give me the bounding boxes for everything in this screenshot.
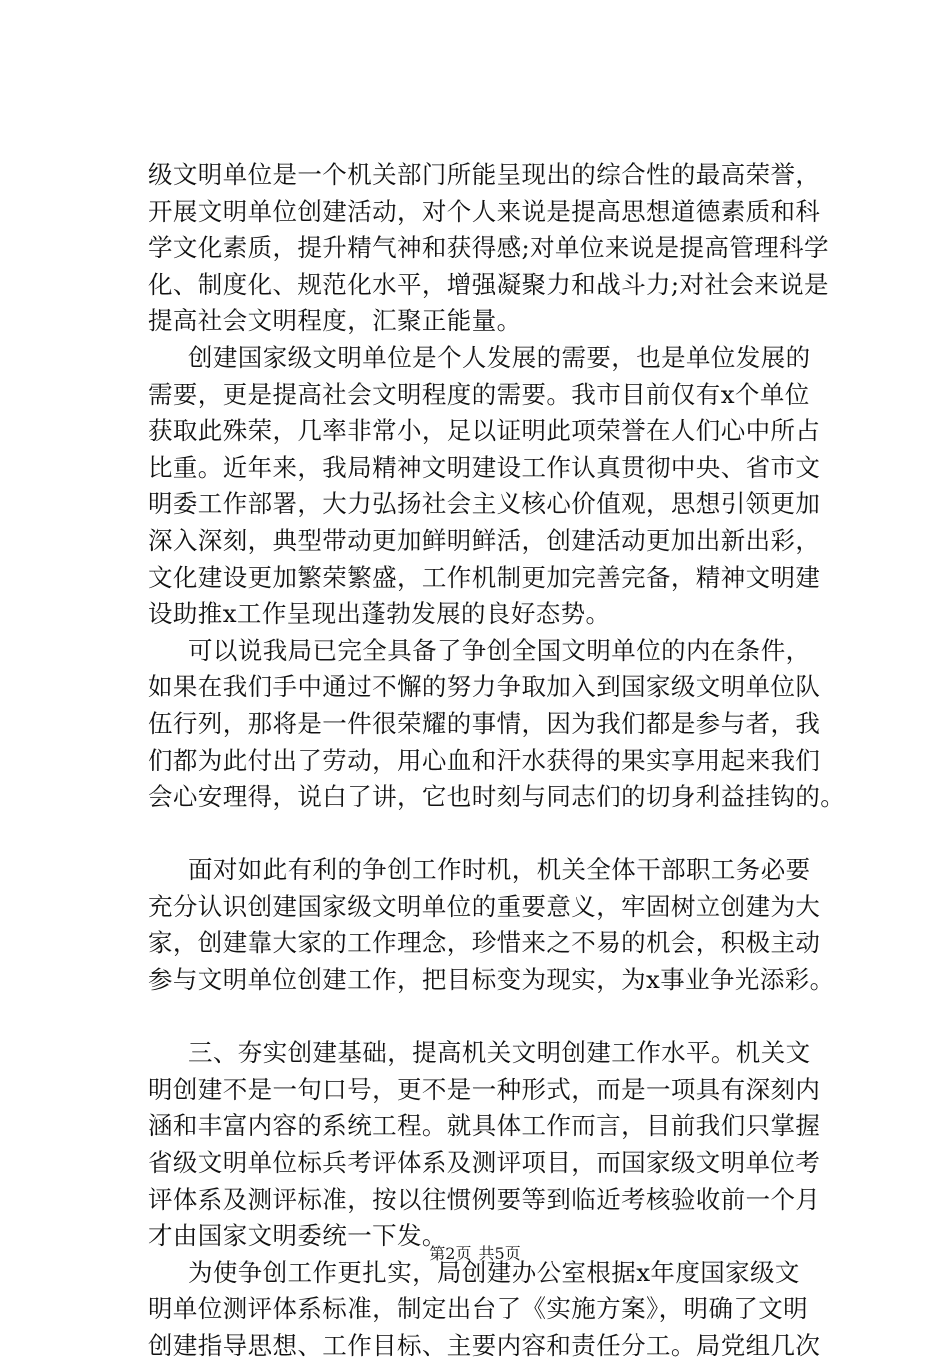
text-line: 家，创建靠大家的工作理念，珍惜来之不易的机会，积极主动	[148, 928, 821, 958]
text-line: 充分认识创建国家级文明单位的重要意义，牢固树立创建为大	[148, 891, 821, 921]
text-line: 创建指导思想、工作目标、主要内容和责任分工。局党组几次	[148, 1331, 821, 1360]
text-line: 如果在我们手中通过不懈的努力争取加入到国家级文明单位队	[148, 672, 821, 702]
text-line: 获取此殊荣，几率非常小，足以证明此项荣誉在人们心中所占	[148, 416, 821, 446]
text-line: 三、夯实创建基础，提高机关文明创建工作水平。机关文	[188, 1038, 811, 1068]
page-footer	[0, 1244, 950, 1264]
text-line: 涵和丰富内容的系统工程。就具体工作而言，目前我们只掌握	[148, 1111, 821, 1141]
text-line: 设助推x工作呈现出蓬勃发展的良好态势。	[148, 599, 611, 629]
paragraph-gap	[148, 999, 848, 1036]
text-line: 需要，更是提高社会文明程度的需要。我市目前仅有x个单位	[148, 379, 810, 409]
text-line: 开展文明单位创建活动，对个人来说是提高思想道德素质和科	[148, 196, 821, 226]
text-line: 深入深刻，典型带动更加鲜明鲜活，创建活动更加出新出彩，	[148, 525, 821, 555]
text-line: 会心安理得，说白了讲，它也时刻与同志们的切身利益挂钩的。	[148, 782, 846, 812]
text-line: 参与文明单位创建工作，把目标变为现实，为x事业争光添彩。	[148, 965, 835, 995]
text-line: 文化建设更加繁荣繁盛，工作机制更加完善完备，精神文明建	[148, 562, 821, 592]
text-line: 明创建不是一句口号，更不是一种形式，而是一项具有深刻内	[148, 1074, 821, 1104]
text-line: 明委工作部署，大力弘扬社会主义核心价值观，思想引领更加	[148, 489, 821, 519]
document-body	[148, 157, 848, 1365]
paragraph-gap	[148, 816, 848, 853]
text-line: 提高社会文明程度，汇聚正能量。	[148, 306, 522, 336]
text-line: 们都为此付出了劳动，用心血和汗水获得的果实享用起来我们	[148, 745, 821, 775]
text-line: 省级文明单位标兵考评体系及测评项目，而国家级文明单位考	[148, 1148, 821, 1178]
text-line: 级文明单位是一个机关部门所能呈现出的综合性的最高荣誉，	[148, 160, 821, 189]
text-line: 明单位测评体系标准，制定出台了《实施方案》，明确了文明	[148, 1294, 809, 1324]
page-total: 共5页	[478, 1244, 521, 1263]
text-line: 面对如此有利的争创工作时机，机关全体干部职工务必要	[188, 855, 811, 885]
text-line: 评体系及测评标准，按以往惯例要等到临近考核验收前一个月	[148, 1184, 821, 1214]
page-number: 第2页	[429, 1244, 472, 1263]
text-line: 比重。近年来，我局精神文明建设工作认真贯彻中央、省市文	[148, 452, 821, 482]
text-line: 学文化素质，提升精气神和获得感;对单位来说是提高管理科学	[148, 233, 829, 263]
text-line: 伍行列，那将是一件很荣耀的事情，因为我们都是参与者，我	[148, 708, 821, 738]
text-line: 为使争创工作更扎实，局创建办公室根据x年度国家级文	[188, 1257, 800, 1287]
text-line: 可以说我局已完全具备了争创全国文明单位的内在条件，	[188, 635, 811, 665]
text-line: 创建国家级文明单位是个人发展的需要，也是单位发展的	[188, 342, 811, 372]
text-line: 才由国家文明委统一下发。	[148, 1221, 447, 1251]
text-line: 化、制度化、规范化水平，增强凝聚力和战斗力;对社会来说是	[148, 269, 829, 299]
